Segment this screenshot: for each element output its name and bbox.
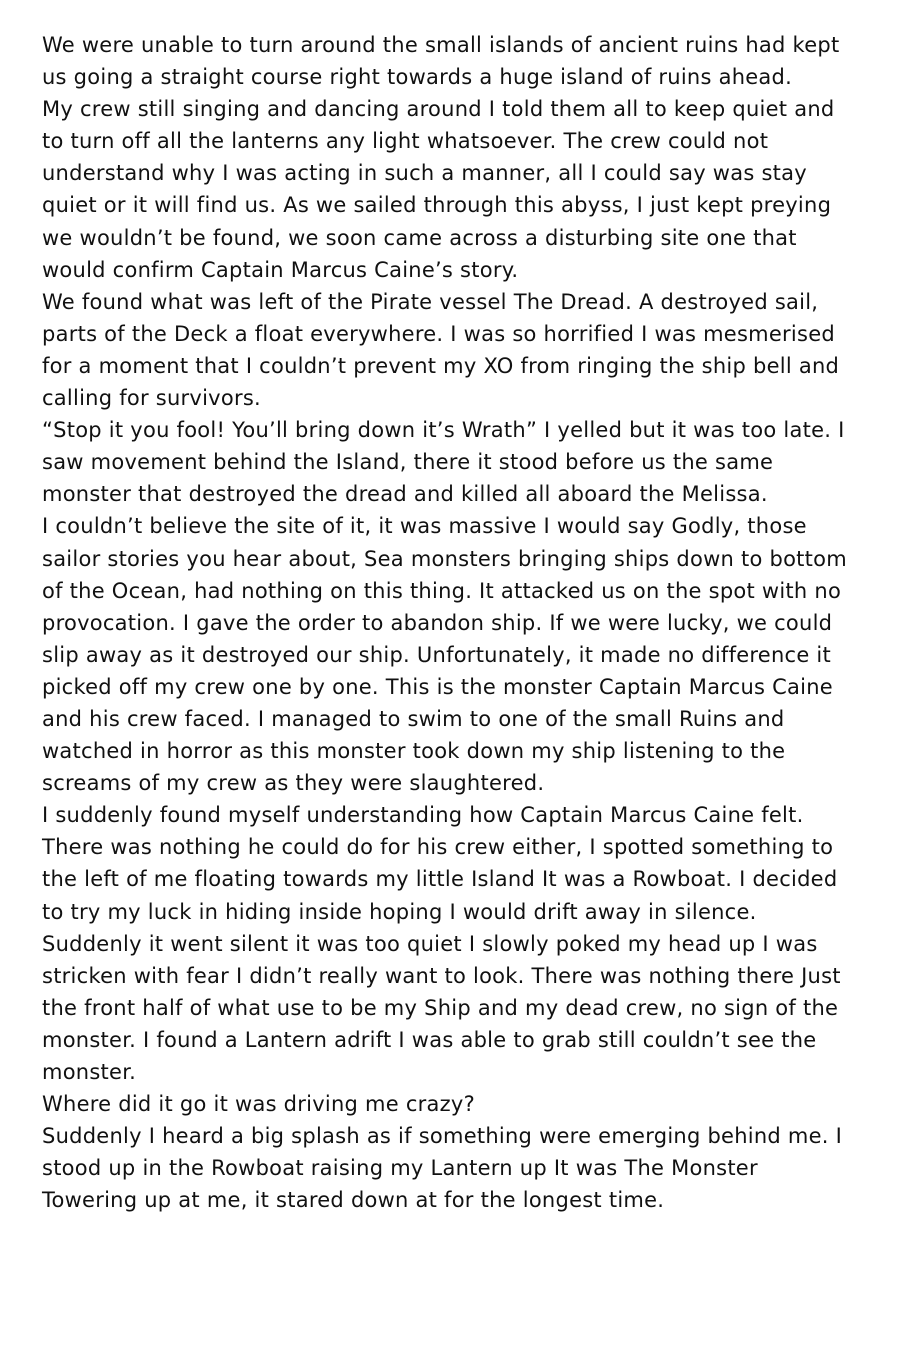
paragraph-1: We were unable to turn around the small islands of ancient ruins had kept us going a straight course right towards a huge island of ruins ahead. xyxy=(42,33,840,90)
paragraph-2: My crew still singing and dancing around I told them all to keep quiet and to turn off all the lanterns any light whatsoever. The crew could not understand why I was acting in such a manner, all I could say was stay quiet or it will find us. As we sailed through this abyss, I just kept preying we wouldn’t be found, we soon came across a disturbing site one that would confirm Captain Marcus Caine’s story. xyxy=(42,97,835,282)
paragraph-8: Suddenly I heard a big splash as if something were emerging behind me. I stood up in the Rowboat raising my Lantern up It was The Monster Towering up at me, it stared down at for the longest time. xyxy=(42,1124,843,1213)
paragraph-5: I couldn’t believe the site of it, it was massive I would say Godly, those sailor stories you hear about, Sea monsters bringing ships down to bottom of the Ocean, had nothing on this thing. It attacked us on the spot with no provocation. I gave the order to abandon ship. If we were lucky, we could slip away as it destroyed our ship. Unfortunately, it made no difference it picked off my crew one by one. This is the monster Captain Marcus Caine and his crew faced. I managed to swim to one of the small Ruins and watched in horror as this monster took down my ship listening to the screams of my crew as they were slaughtered. xyxy=(42,514,847,796)
paragraph-6: I suddenly found myself understanding how Captain Marcus Caine felt. There was nothing he could do for his crew either, I spotted something to the left of me floating towards my little Island It was a Rowboat. I decided to try my luck in hiding inside hoping I would drift away in silence. Suddenly it went silent it was too quiet I slowly poked my head up I was stricken with fear I didn’t really want to look. There was nothing there Just the front half of what use to be my Ship and my dead crew, no sign of the monster. I found a Lantern adrift I was able to grab still couldn’t see the monster. xyxy=(42,803,841,1084)
paragraph-7: Where did it go it was driving me crazy? xyxy=(42,1092,476,1117)
paragraph-4: “Stop it you fool! You’ll bring down it’s Wrath” I yelled but it was too late. I saw movement behind the Island, there it stood before us the same monster that destroyed the dread and killed all aboard the Melissa. xyxy=(42,418,845,507)
paragraph-3: We found what was left of the Pirate vessel The Dread. A destroyed sail, parts of the Deck a float everywhere. I was so horrified I was mesmerised for a moment that I couldn’t prevent my XO from ringing the ship bell and calling for survivors. xyxy=(42,289,840,411)
